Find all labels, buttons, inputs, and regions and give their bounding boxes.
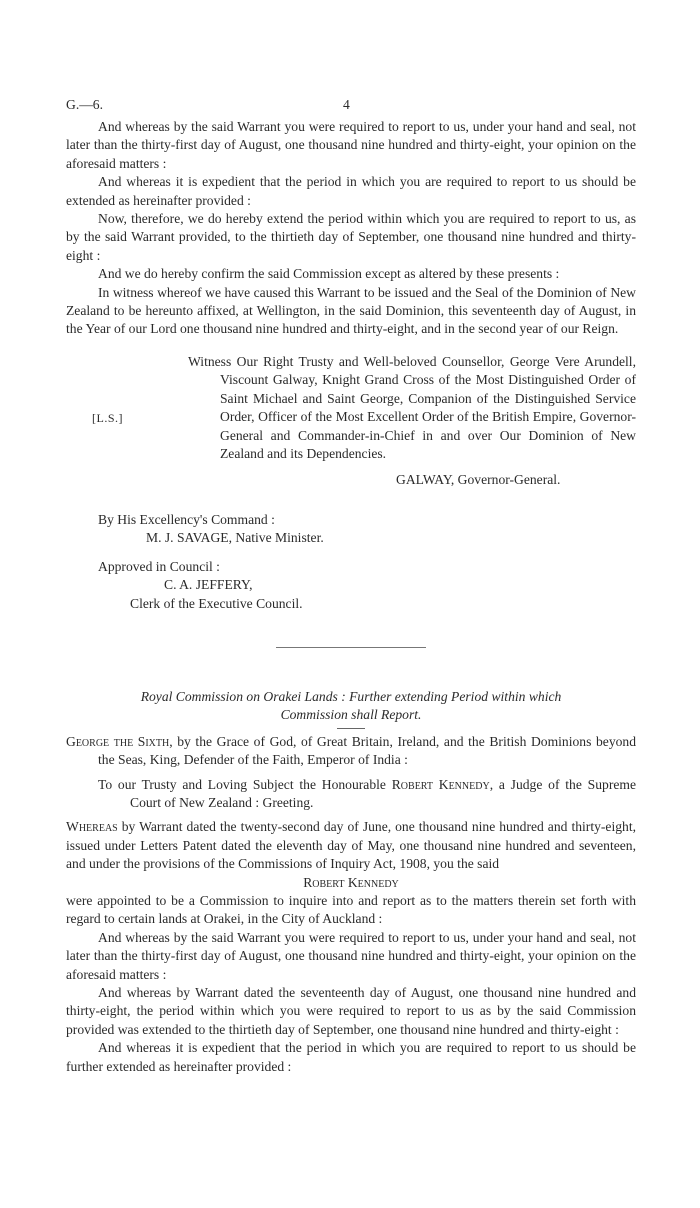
paragraph-report-deadline: And whereas by the said Warrant you were required to report to us, under your hand and seal, not later than the thirty-first day of August, one thousand nine hundred and thirty-eight, your opinion on the aforesaid matters :	[66, 119, 636, 171]
paragraph-confirmation: And we do hereby confirm the said Commission except as altered by these presents :	[98, 266, 560, 282]
section-divider	[276, 647, 426, 648]
minister-signature: M. J. SAVAGE, Native Minister.	[146, 530, 324, 546]
paragraph-appointed: were appointed to be a Commission to inquire into and report as to the matters therein set forth with regard to certain lands at Orakei, in the City of Auckland :	[66, 892, 636, 927]
command-block	[66, 511, 636, 613]
witness-clause	[188, 353, 636, 463]
preamble: George the Sixth, by the Grace of God, of Great Britain, Ireland, and the British Dominions beyond the Seas, King, Defender of the Faith, Emperor of India :	[66, 733, 637, 768]
approved-line: Approved in Council :	[98, 558, 220, 574]
witness-block	[66, 353, 636, 491]
paragraph-further-extension: And whereas it is expedient that the period in which you are required to report to us should be further extended as hereinafter provided :	[66, 1040, 636, 1074]
seal-mark: [L.S.]	[92, 410, 123, 425]
commissioner-name: Robert Kennedy	[391, 776, 490, 792]
paragraph-report-deadline-2: And whereas by the said Warrant you were required to report to us, under your hand and seal, not later than the thirty-first day of August, one thousand nine hundred and thirty-eight, your opinion on the aforesaid matters :	[66, 929, 636, 982]
title-rule	[337, 728, 365, 729]
clerk-name: C. A. JEFFERY,	[164, 577, 253, 593]
document-reference: G.—6.	[66, 97, 104, 112]
witness-text: Witness Our Right Trusty and Well-beloved Counsellor, George Vere Arundell, Viscount Galway, Knight Grand Cross of the Most Distinguished Order of Saint Michael and Saint George, Companion of the Distinguished Service Order, Officer of the Most Excellent Order of the British Empire, Governor-General and Commander-in-Chief in and over Our Dominion of New Zealand and its Dependencies.	[188, 353, 636, 461]
paragraph-previous-extension: And whereas by Warrant dated the seventeenth day of August, one thousand nine hundred and thirty-eight, the period within which you were required to report to us as by the said Commission provided was extended to the thirtieth day of September, one thousand nine hundred and thirty-eight :	[66, 985, 636, 1037]
commissioner-name-centered: Robert Kennedy	[303, 874, 399, 890]
document-page	[66, 96, 636, 1076]
paragraph-in-witness: In witness whereof we have caused this Warrant to be issued and the Seal of the Dominion of New Zealand to be hereunto affixed, at Wellington, in the said Dominion, this seventeenth day of August, in the Year of our Lord one thousand nine hundred and thirty-eight, and in the second year of our Reign.	[66, 284, 636, 337]
address: To our Trusty and Loving Subject the Honourable Robert Kennedy, a Judge of the Supreme Court of New Zealand : Greeting.	[98, 776, 636, 810]
governor-signature: GALWAY, Governor-General.	[396, 471, 561, 487]
paragraph-whereas: Whereas by Warrant dated the twenty-second day of June, one thousand nine hundred and thirty-eight, issued under Letters Patent dated the eleventh day of May, one thousand nine hundred and seventeen, and under the provisions of the Commissions of Inquiry Act, 1908, you the said	[66, 819, 636, 872]
clerk-title: Clerk of the Executive Council.	[130, 595, 303, 611]
king-name: George the Sixth	[66, 733, 170, 749]
paragraph-expedient: And whereas it is expedient that the period in which you are required to report to us should be extended as hereinafter provided :	[66, 174, 636, 208]
section-title: Royal Commission on Orakei Lands : Further extending Period within which Commission shall Report.	[140, 688, 562, 723]
paragraph-extension: Now, therefore, we do hereby extend the period within which you are required to report to us, as by the said Warrant provided, to the thirtieth day of September, one thousand nine hundred and thirty-eight :	[66, 211, 636, 263]
page-header	[66, 96, 636, 118]
command-line: By His Excellency's Command :	[98, 511, 275, 527]
page-number: 4	[343, 97, 350, 112]
